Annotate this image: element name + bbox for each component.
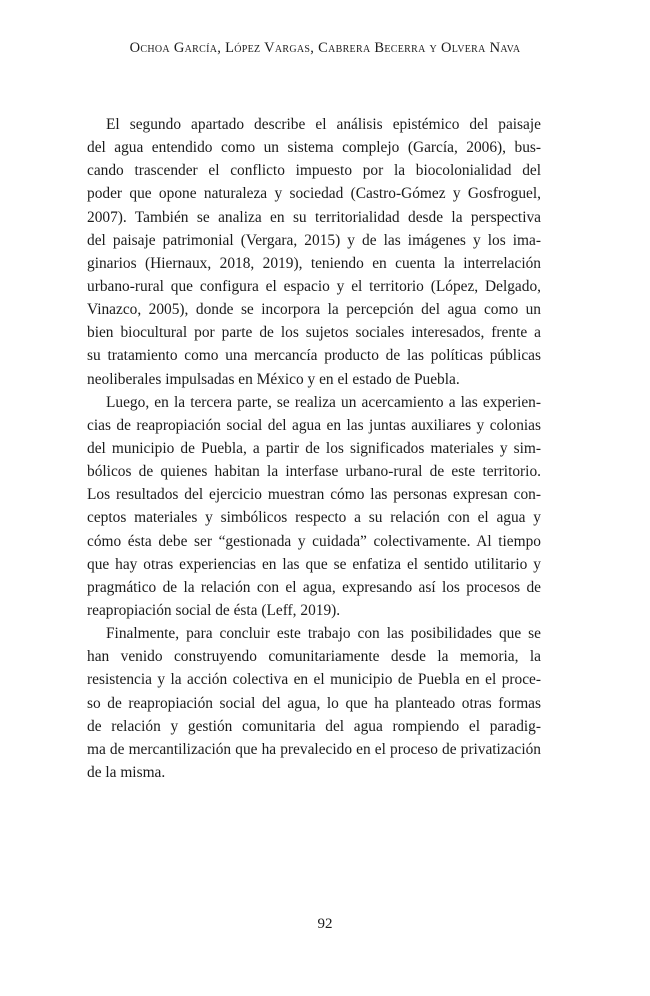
text-line: resistencia y la acción colectiva en el municipio de Puebla en el proce-	[87, 671, 541, 689]
text-line: Vinazco, 2005), donde se incorpora la percepción del agua como un	[87, 301, 541, 319]
text-line: urbano-rural que configura el espacio y el territorio (López, Delgado,	[87, 277, 541, 295]
text-line: que hay otras experiencias en las que se enfatiza el sentido utilitario y	[87, 555, 541, 573]
text-line: El segundo apartado describe el análisis epistémico del paisaje	[106, 116, 541, 133]
text-line: Luego, en la tercera parte, se realiza un acercamiento a las experien-	[106, 393, 541, 411]
text-line: del agua entendido como un sistema complejo (García, 2006), bus-	[87, 139, 541, 157]
text-line: ma de mercantilización que ha prevalecido en el proceso de privatización	[87, 740, 541, 758]
paragraph-segundo-apartado	[87, 113, 541, 391]
page-number: 92	[317, 916, 333, 932]
text-line: de la misma.	[87, 763, 166, 781]
text-line: 2007). También se analiza en su territorialidad desde la perspectiva	[87, 208, 541, 226]
text-line: del paisaje patrimonial (Vergara, 2015) y de las imágenes y los ima-	[87, 231, 541, 249]
text-line: bien biocultural por parte de los sujetos sociales interesados, frente a	[87, 324, 541, 342]
text-line: su tratamiento como una mercancía producto de las políticas públicas	[87, 347, 541, 365]
text-line: han venido construyendo comunitariamente desde la memoria, la	[87, 648, 541, 666]
paragraph-finalmente	[87, 622, 541, 784]
text-line: bólicos de quienes habitan la interfase urbano-rural de este territorio.	[87, 463, 541, 481]
running-header: Ochoa García, López Vargas, Cabrera Becerra y Olvera Nava	[129, 40, 521, 56]
body-text	[87, 113, 541, 784]
text-line: Finalmente, para concluir este trabajo con las posibilidades que se	[106, 625, 541, 643]
text-line: pragmático de la relación con el agua, expresando así los procesos de	[87, 578, 541, 596]
text-line: de relación y gestión comunitaria del agua rompiendo el paradig-	[87, 717, 541, 735]
text-line: reapropiación social de ésta (Leff, 2019).	[87, 601, 341, 619]
text-line: del municipio de Puebla, a partir de los significados materiales y sim-	[87, 439, 541, 457]
text-line: so de reapropiación social del agua, lo que ha planteado otras formas	[87, 694, 541, 712]
text-line: ginarios (Hiernaux, 2018, 2019), teniendo en cuenta la interrelación	[87, 254, 541, 272]
paragraph-tercera-parte	[87, 391, 541, 622]
text-line: ceptos materiales y simbólicos respecto a su relación con el agua y	[87, 509, 541, 527]
text-line: neoliberales impulsadas en México y en el estado de Puebla.	[87, 370, 460, 388]
text-line: cómo ésta debe ser “gestionada y cuidada” colectivamente. Al tiempo	[87, 532, 541, 550]
text-line: poder que opone naturaleza y sociedad (Castro-Gómez y Gosfroguel,	[87, 185, 541, 203]
text-line: Los resultados del ejercicio muestran cómo las personas expresan con-	[87, 486, 541, 504]
text-line: cando trascender el conflicto impuesto por la biocolonialidad del	[87, 162, 541, 180]
text-line: cias de reapropiación social del agua en las juntas auxiliares y colonias	[87, 416, 541, 434]
